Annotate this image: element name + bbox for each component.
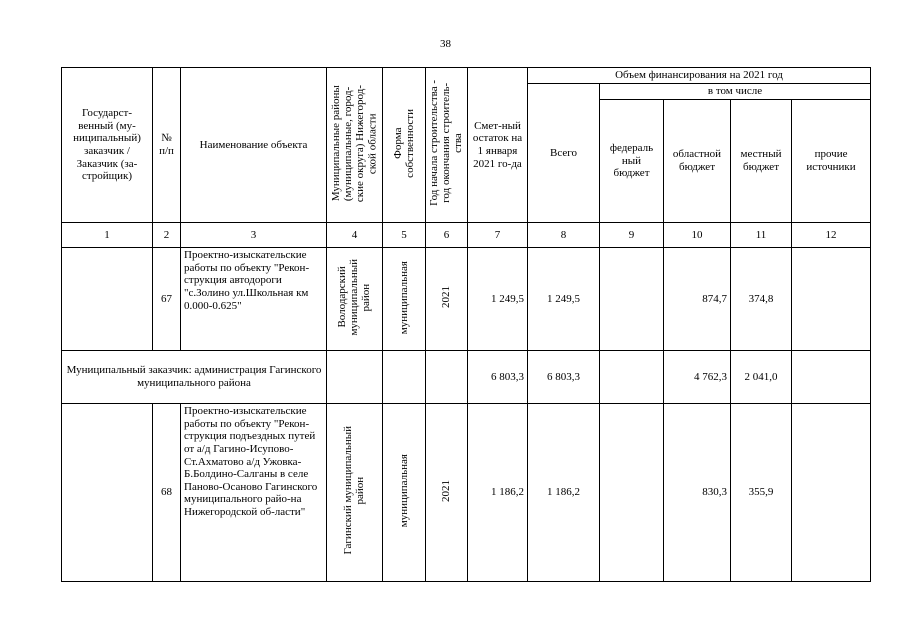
- section-row: [62, 351, 871, 404]
- row-other: [792, 248, 871, 351]
- section-empty: [426, 351, 468, 404]
- column-number: 12: [792, 223, 871, 248]
- row-year: [426, 404, 468, 582]
- header-row-1: [62, 68, 871, 84]
- row-local: 355,9: [731, 404, 792, 582]
- column-number: 6: [426, 223, 468, 248]
- column-number: 11: [731, 223, 792, 248]
- section-regional: 4 762,3: [664, 351, 731, 404]
- header-years: [426, 68, 468, 223]
- column-number: 3: [181, 223, 327, 248]
- section-empty: [383, 351, 426, 404]
- table-row: [62, 248, 871, 351]
- header-regional: областной бюджет: [664, 100, 731, 223]
- row-customer: [62, 248, 153, 351]
- section-federal: [600, 351, 664, 404]
- header-districts-text: Муниципальные районы (муниципальные, город- ские округа) Нижегород- ской области: [330, 84, 379, 202]
- row-balance: 1 186,2: [468, 404, 528, 582]
- row-year-text: 2021: [440, 479, 453, 502]
- column-number: 8: [528, 223, 600, 248]
- row-ownership: [383, 404, 426, 582]
- row-total: 1 249,5: [528, 248, 600, 351]
- row-local: 374,8: [731, 248, 792, 351]
- header-num: № п/п: [153, 68, 181, 223]
- table-row: [62, 404, 871, 582]
- row-ownership: [383, 248, 426, 351]
- header-local: местный бюджет: [731, 100, 792, 223]
- section-empty: [327, 351, 383, 404]
- row-federal: [600, 248, 664, 351]
- header-customer: Государст-венный (му-ниципальный) заказчик / Заказчик (за-стройщик): [62, 68, 153, 223]
- header-years-text: Год начала строительства - год окончания строитель- ства: [428, 80, 465, 207]
- row-district-text: Володарский муниципальный район: [336, 258, 373, 336]
- row-ownership-text: муниципальная: [397, 260, 410, 334]
- header-ownership: [383, 68, 426, 223]
- section-total: 6 803,3: [528, 351, 600, 404]
- header-total: Всего: [528, 84, 600, 223]
- row-balance: 1 249,5: [468, 248, 528, 351]
- row-ownership-text: муниципальная: [397, 454, 410, 528]
- row-other: [792, 404, 871, 582]
- section-balance: 6 803,3: [468, 351, 528, 404]
- row-customer: [62, 404, 153, 582]
- row-regional: 874,7: [664, 248, 731, 351]
- row-object-name: Проектно-изыскательские работы по объекту "Рекон-струкция подъездных путей от а/д Гагино-Исупово-Ст.Ахматово а/д Ужовка-Б.Болдино-Салганы в селе Паново-Осаново Гагинского муниципального райо-на Нижегородской об-ласти": [181, 404, 327, 582]
- row-object-name: Проектно-изыскательские работы по объекту "Рекон-струкция автодороги "с.Золино ул.Школьная км 0.000-0.625": [181, 248, 327, 351]
- header-other: прочие источники: [792, 100, 871, 223]
- header-object-name: Наименование объекта: [181, 68, 327, 223]
- page-number: 38: [440, 38, 451, 50]
- row-total: 1 186,2: [528, 404, 600, 582]
- row-num: 67: [153, 248, 181, 351]
- header-including: в том числе: [600, 84, 871, 100]
- row-year: [426, 248, 468, 351]
- column-number: 4: [327, 223, 383, 248]
- row-district: [327, 248, 383, 351]
- header-ownership-text: Форма собственности: [391, 108, 416, 178]
- section-other: [792, 351, 871, 404]
- header-balance: Смет-ный остаток на 1 января 2021 го-да: [468, 68, 528, 223]
- row-num: 68: [153, 404, 181, 582]
- row-district-text: Гагинский муниципальный район: [342, 426, 367, 555]
- row-district: [327, 404, 383, 582]
- column-number: 9: [600, 223, 664, 248]
- column-number: 10: [664, 223, 731, 248]
- column-number: 2: [153, 223, 181, 248]
- header-federal: федераль ный бюджет: [600, 100, 664, 223]
- row-year-text: 2021: [440, 286, 453, 309]
- row-federal: [600, 404, 664, 582]
- section-customer-title: Муниципальный заказчик: администрация Гагинского муниципального района: [62, 351, 327, 404]
- header-districts: [327, 68, 383, 223]
- column-numbers-row: [62, 223, 871, 248]
- row-regional: 830,3: [664, 404, 731, 582]
- column-number: 1: [62, 223, 153, 248]
- financing-table: [61, 67, 871, 582]
- column-number: 7: [468, 223, 528, 248]
- header-financing: Объем финансирования на 2021 год: [528, 68, 871, 84]
- column-number: 5: [383, 223, 426, 248]
- section-local: 2 041,0: [731, 351, 792, 404]
